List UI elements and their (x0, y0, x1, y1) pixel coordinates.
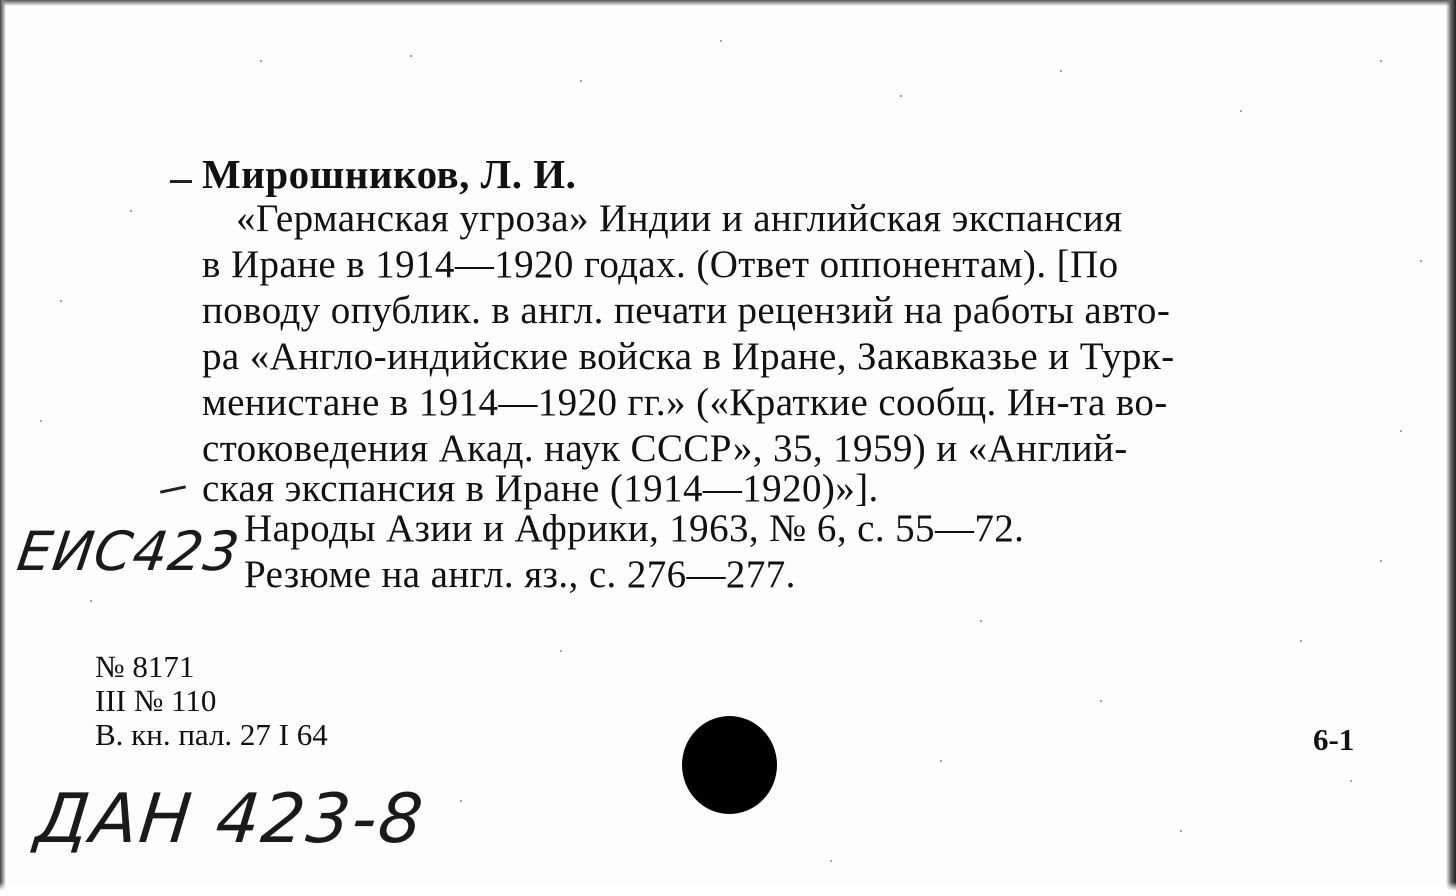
title-line-2: в Иране в 1914—1920 годах. (Ответ оппонентам). [По (202, 243, 1119, 286)
record-number: № 8171 (95, 649, 195, 684)
iii-number: III № 110 (95, 683, 217, 718)
card-right-edge (1446, 0, 1456, 896)
card-top-edge (0, 0, 1456, 6)
author-name: Мирошников, Л. И. (202, 151, 577, 197)
title-line-3: поводу опублик. в англ. печати рецензий на работы авто- (202, 289, 1171, 332)
title-line-1: «Германская угроза» Индии и английская экспансия (236, 197, 1123, 240)
title-line-5: менистане в 1914—1920 гг.» («Краткие сообщ. Ин-та во- (202, 381, 1168, 424)
card-left-edge (0, 0, 6, 896)
card-code: 6-1 (1313, 722, 1355, 757)
summary-line: Резюме на англ. яз., с. 276—277. (244, 553, 796, 596)
title-line-7: ская экспансия в Иране (1914—1920)»]. (202, 467, 879, 510)
card-bottom-edge (0, 882, 1456, 896)
title-line-6: стоковедения Акад. наук СССР», 35, 1959) и «Англий- (202, 427, 1128, 470)
handwritten-shelf-mark: ЕИС423 (13, 520, 244, 583)
title-line-4: ра «Англо-индийские войска в Иране, Закавказье и Турк- (202, 335, 1175, 378)
publication-line: Народы Азии и Африки, 1963, № 6, с. 55—72. (244, 507, 1025, 550)
chamber-date: В. кн. пал. 27 I 64 (95, 717, 328, 752)
author-dash-mark (170, 180, 192, 183)
handwritten-bottom-mark: ДАН 423-8 (31, 780, 429, 859)
card-punch-hole (682, 716, 777, 814)
margin-dash-mark (160, 485, 186, 493)
